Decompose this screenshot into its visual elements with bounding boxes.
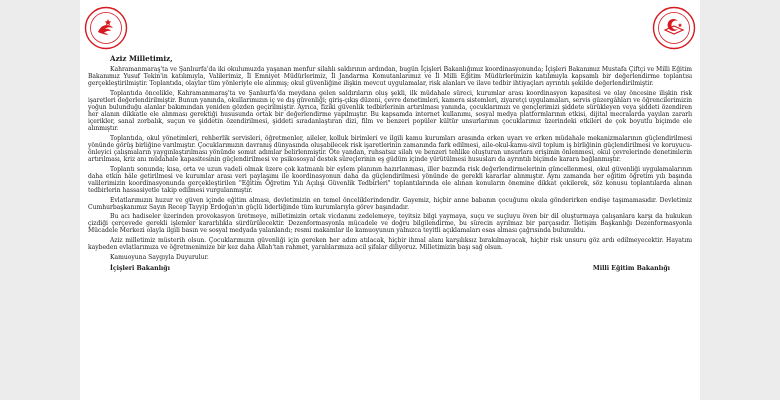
signature-education-ministry: Milli Eğitim Bakanlığı: [592, 264, 670, 272]
paragraph-6: Bu acı hadiseler üzerinden provokasyon üretmeye, milletimizin ortak vicdanını zedelemeye, teyitsiz bilgi yaymaya, suçu ve suçluyu öven bir dil oluşturmaya çalışanlara karşı da hukukun çizdiği çerçevede gerekli işlemler kararlılıkla sürdürülecektir. Dezenformasyonla mücadele ve doğru bilgilendirme, bu sürecin ayrılmaz bir parçasıdır. İletişim Başkanlığı Dezenformasyonla Mücadele Merkezi olayla ilgili basın ve sosyal medyada yalanlandı; resmi makamlar ile kamuoyunun yalnızca teyitli açıklamaları esas alması çağrısında bulunuldu.: [88, 213, 692, 235]
paragraph-7: Aziz milletimiz müsterih olsun. Çocuklarımızın güvenliği için gereken her adım atılacak, hiçbir ihmal alanı karşılıksız bırakılmayacak, hiçbir risk unsuru göz ardı edilmeyecektir. Hayatını kaybeden evlatlarımıza ve öğretmenimize bir kez daha Allah'tan rahmet, yaralılarımıza acil şifalar diliyoruz. Milletimizin başı sağ olsun.: [88, 237, 692, 252]
press-release-page: [80, 0, 700, 400]
paragraph-3: Toplantıda, okul yönetimleri, rehberlik servisleri, öğretmenler, aileler, kolluk birimleri ve ilgili kamu kurumları arasında erken uyarı ve erken müdahale mekanizmalarının güçlendirilmesi yönünde görüş birliğine varılmıştır. Çocuklarımızın davranış dünyasında oluşabilecek risk işaretlerinin zamanında fark edilmesi, aile-okul-kamu-sivil toplum iş birliğinin güçlendirilmesi ve koruyucu-önleyici çalışmaların yaygınlaştırılması yönünde somut adımlar belirlenmiştir. Öte yandan, ruhsatsız silah ve benzeri tehlike oluşturan unsurlara erişimin önlenmesi, okul çevrelerinde denetimlerin artırılması, kriz anı müdahale kapasitesinin güçlendirilmesi ve psikososyal destek süreçlerinin eş güdüm içinde yürütülmesi hususları da ayrıntılı biçimde karara bağlanmıştır.: [88, 134, 692, 164]
document-body: [88, 50, 692, 396]
paragraph-2: Toplantıda öncelikle, Kahramanmaraş'ta ve Şanlıurfa'da meydana gelen saldırıların oluş şekli, ilk müdahale süreci, kurumlar arası koordinasyon kapasitesi ve olay öncesine ilişkin risk işaretleri değerlendirilmiştir. Bunun yanında, okullarımızın iç ve dış güvenliği; giriş-çıkış düzeni, çevre denetimleri, kamera sistemleri, ziyaretçi uygulamaları, servis güzergâhları ve öğrencilerimizin yoğun bulunduğu alanlar bakımından yeniden gözden geçirilmiştir. Ayrıca, fiziki güvenlik tedbirlerinin artırılması yanında, çocuklarımızı ve gençlerimizi şiddete sürükleyen veya şiddeti özendiren her alanın dikkatle ele alınması gerektiği hususunda ortak bir değerlendirme yapılmıştır. Bu kapsamda internet kullanımı, sosyal medya platformlarının etkisi, dijital mecralarda yayılan zararlı içerikler, sanal zorbalık, suçun ve şiddetin özendirilmesi, şiddeti sıradanlaştıran dizi, film ve benzeri popüler kültür unsurlarının çocuklarımız üzerindeki etkileri de çok boyutlu biçimde ele alınmıştır.: [88, 89, 692, 133]
left-margin: [0, 0, 80, 400]
paragraph-4: Toplantı sonunda; kısa, orta ve uzun vadeli olmak üzere çok katmanlı bir eylem planının hazırlanması, iller bazında risk değerlendirmelerinin güncellenmesi, okul güvenliği uygulamalarının daha etkin hâle getirilmesi ve kurumlar arası veri paylaşımı ile koordinasyonun daha da güçlendirilmesi yönünde de gerekli kararlar alınmıştır. Aynı zamanda her eğitim öğretim yılı başında valilerimizin koordinasyonunda gerçekleştirilen "Eğitim Öğretim Yılı Açılışı Güvenlik Tedbirleri" toplantılarında ele alınan konuların önemine dikkat çekilerek, söz konusu toplantılarda alınan tedbirlerin hassasiyetle takip edilmesi vurgulanmıştır.: [88, 165, 692, 194]
paragraph-1: Kahramanmaraş'ta ve Şanlıurfa'da iki okulumuzda yaşanan menfur silahlı saldırının ardından, bugün İçişleri Bakanlığımız koordinasyonunda; İçişleri Bakanımız Mustafa Çiftçi ve Milli Eğitim Bakanımız Yusuf Tekin'in katılımıyla, Valilerimiz, İl Emniyet Müdürlerimiz, İl Jandarma Komutanlarımız ve İl Milli Eğitim Müdürlerimizin katılımıyla kapsamlı bir değerlendirme toplantısı gerçekleştirilmiştir. Toplantıda, olaylar tüm yönleriyle ele alınmış; okul güvenliğine ilişkin mevcut uygulamalar, risk alanları ve ilave tedbir ihtiyaçları ayrıntılı şekilde değerlendirilmiştir.: [88, 66, 692, 88]
interior-ministry-logo: [84, 6, 128, 50]
signature-row: [88, 265, 692, 272]
closing-line: Kamuoyuna Saygıyla Duyurulur.: [110, 253, 209, 261]
education-ministry-logo: [652, 6, 696, 50]
right-margin: [700, 0, 780, 400]
greeting: Aziz Milletimiz,: [110, 54, 173, 63]
paragraph-5: Evlatlarımızın huzur ve güven içinde eğitim alması, devletimizin en temel önceliklerindendir. Gayemiz, hiçbir anne babanın çocuğunu okula gönderirken endişe taşımamasıdır. Devletimiz Cumhurbaşkanımız Sayın Recep Tayyip Erdoğan'ın güçlü liderliğinde tüm kurumlarıyla görev başındadır.: [88, 196, 692, 211]
signature-interior-ministry: İçişleri Bakanlığı: [110, 264, 170, 272]
